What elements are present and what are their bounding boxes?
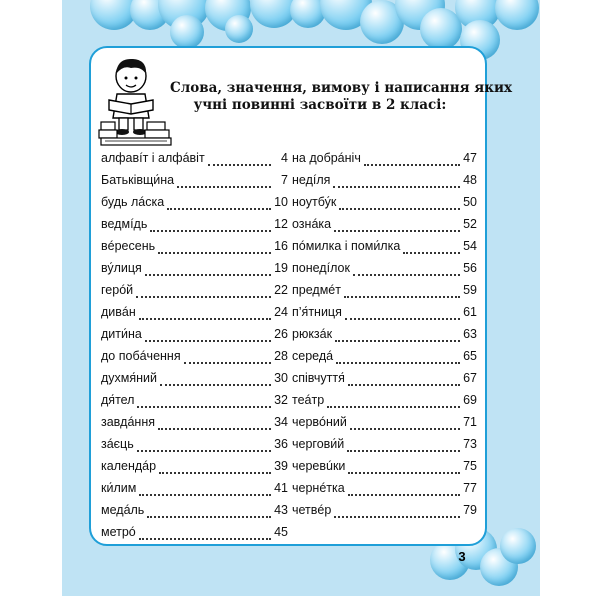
bubble-decoration bbox=[500, 528, 536, 564]
dot-leader bbox=[335, 340, 460, 342]
word-entry bbox=[292, 349, 477, 371]
word-text: герóй bbox=[101, 283, 134, 297]
dot-leader bbox=[336, 362, 460, 364]
word-entry bbox=[292, 217, 477, 239]
word-entry bbox=[101, 349, 288, 371]
dot-leader bbox=[348, 384, 460, 386]
word-text: метрó bbox=[101, 525, 136, 539]
page-ref: 77 bbox=[463, 481, 477, 495]
dot-leader bbox=[145, 340, 271, 342]
word-text: Батьківщи́на bbox=[101, 173, 175, 187]
page-ref: 10 bbox=[274, 195, 288, 209]
word-entry bbox=[101, 415, 288, 437]
page-ref: 7 bbox=[281, 173, 288, 187]
word-text: вéресень bbox=[101, 239, 156, 253]
dot-leader bbox=[333, 186, 460, 188]
dot-leader bbox=[348, 494, 460, 496]
dot-leader bbox=[403, 252, 460, 254]
page-ref: 36 bbox=[274, 437, 288, 451]
dot-leader bbox=[345, 318, 460, 320]
dot-leader bbox=[136, 296, 271, 298]
page-ref: 22 bbox=[274, 283, 288, 297]
dot-leader bbox=[177, 186, 271, 188]
dot-leader bbox=[160, 384, 271, 386]
dot-leader bbox=[137, 450, 271, 452]
page-ref: 34 bbox=[274, 415, 288, 429]
page-ref: 39 bbox=[274, 459, 288, 473]
word-entry bbox=[292, 305, 477, 327]
dot-leader bbox=[334, 230, 460, 232]
word-entry bbox=[101, 327, 288, 349]
word-text: на добрáніч bbox=[292, 151, 361, 165]
page-ref: 61 bbox=[463, 305, 477, 319]
word-text: будь лáска bbox=[101, 195, 165, 209]
word-entry bbox=[101, 305, 288, 327]
page-ref: 48 bbox=[463, 173, 477, 187]
dot-leader bbox=[350, 428, 460, 430]
word-entry bbox=[292, 261, 477, 283]
dot-leader bbox=[137, 406, 271, 408]
page-ref: 45 bbox=[274, 525, 288, 539]
word-text: чергови́й bbox=[292, 437, 345, 451]
word-text: до побáчення bbox=[101, 349, 181, 363]
dot-leader bbox=[158, 428, 271, 430]
page-ref: 69 bbox=[463, 393, 477, 407]
word-entry bbox=[292, 195, 477, 217]
page-ref: 28 bbox=[274, 349, 288, 363]
word-text: четвéр bbox=[292, 503, 332, 517]
dot-leader bbox=[150, 230, 271, 232]
word-entry bbox=[292, 239, 477, 261]
word-text: ноутбу́к bbox=[292, 195, 337, 209]
dot-leader bbox=[364, 164, 460, 166]
page-ref: 32 bbox=[274, 393, 288, 407]
word-text: ву́лиця bbox=[101, 261, 142, 275]
page-ref: 24 bbox=[274, 305, 288, 319]
word-text: рюкзáк bbox=[292, 327, 333, 341]
page-ref: 19 bbox=[274, 261, 288, 275]
word-text: недíля bbox=[292, 173, 331, 187]
word-entry bbox=[292, 481, 477, 503]
page-ref: 30 bbox=[274, 371, 288, 385]
page-ref: 12 bbox=[274, 217, 288, 231]
page-heading bbox=[170, 80, 513, 114]
word-text: дити́на bbox=[101, 327, 142, 341]
word-text: червóний bbox=[292, 415, 347, 429]
word-entry bbox=[101, 459, 288, 481]
word-entry bbox=[292, 459, 477, 481]
page-ref: 59 bbox=[463, 283, 477, 297]
page-ref: 71 bbox=[463, 415, 477, 429]
word-text: теáтр bbox=[292, 393, 325, 407]
dot-leader bbox=[344, 296, 460, 298]
word-text: понедíлок bbox=[292, 261, 350, 275]
word-entry bbox=[101, 261, 288, 283]
page-ref: 67 bbox=[463, 371, 477, 385]
word-text: чернéтка bbox=[292, 481, 345, 495]
page-ref: 63 bbox=[463, 327, 477, 341]
dot-leader bbox=[139, 318, 271, 320]
word-text: черевúки bbox=[292, 459, 346, 473]
dot-leader bbox=[147, 516, 271, 518]
page-ref: 73 bbox=[463, 437, 477, 451]
word-entry bbox=[292, 151, 477, 173]
dot-leader bbox=[347, 450, 460, 452]
heading-line-2: учні повинні засвоїти в 2 класі: bbox=[193, 97, 447, 113]
dot-leader bbox=[339, 208, 460, 210]
page-ref: 65 bbox=[463, 349, 477, 363]
word-entry bbox=[101, 481, 288, 503]
page-ref: 4 bbox=[281, 151, 288, 165]
word-text: завдáння bbox=[101, 415, 156, 429]
word-text: дивáн bbox=[101, 305, 136, 319]
dot-leader bbox=[208, 164, 271, 166]
word-entry bbox=[101, 525, 288, 547]
heading-line-1: Слова, значення, вимову і написання яких bbox=[170, 80, 513, 96]
word-entry bbox=[101, 393, 288, 415]
page-ref: 54 bbox=[463, 239, 477, 253]
word-entry bbox=[292, 415, 477, 437]
page-number: 3 bbox=[458, 549, 466, 564]
word-text: дя́тел bbox=[101, 393, 135, 407]
dot-leader bbox=[334, 516, 460, 518]
word-text: ведмíдь bbox=[101, 217, 148, 231]
word-entry bbox=[292, 173, 477, 195]
dot-leader bbox=[158, 252, 271, 254]
dot-leader bbox=[167, 208, 271, 210]
dot-leader bbox=[353, 274, 460, 276]
word-text: середá bbox=[292, 349, 334, 363]
page-ref: 50 bbox=[463, 195, 477, 209]
word-text: пóмилка і поми́лка bbox=[292, 239, 401, 253]
word-entry bbox=[101, 371, 288, 393]
page-ref: 52 bbox=[463, 217, 477, 231]
word-entry bbox=[292, 437, 477, 459]
bubble-decoration bbox=[170, 15, 204, 49]
word-entry bbox=[101, 503, 288, 525]
dot-leader bbox=[139, 538, 271, 540]
dot-leader bbox=[184, 362, 271, 364]
word-text: алфавíт і алфáвіт bbox=[101, 151, 205, 165]
word-list-right bbox=[292, 151, 477, 525]
page-ref: 79 bbox=[463, 503, 477, 517]
word-entry bbox=[101, 239, 288, 261]
word-entry bbox=[292, 503, 477, 525]
word-entry bbox=[101, 151, 288, 173]
page-ref: 43 bbox=[274, 503, 288, 517]
page-ref: 56 bbox=[463, 261, 477, 275]
word-text: духмя́ний bbox=[101, 371, 158, 385]
word-text: предмéт bbox=[292, 283, 341, 297]
dot-leader bbox=[159, 472, 271, 474]
word-text: зáєць bbox=[101, 437, 134, 451]
word-entry bbox=[292, 327, 477, 349]
page-ref: 75 bbox=[463, 459, 477, 473]
word-text: п’я́тниця bbox=[292, 305, 342, 319]
boy-reading-icon bbox=[97, 52, 177, 147]
word-entry bbox=[292, 371, 477, 393]
word-entry bbox=[292, 393, 477, 415]
word-entry bbox=[101, 173, 288, 195]
page-ref: 26 bbox=[274, 327, 288, 341]
word-entry bbox=[101, 283, 288, 305]
word-entry bbox=[292, 283, 477, 305]
dot-leader bbox=[348, 472, 460, 474]
word-text: календáр bbox=[101, 459, 157, 473]
word-list-left bbox=[101, 151, 288, 547]
word-text: медáль bbox=[101, 503, 145, 517]
page-ref: 16 bbox=[274, 239, 288, 253]
word-text: ки́лим bbox=[101, 481, 137, 495]
dot-leader bbox=[139, 494, 271, 496]
dot-leader bbox=[327, 406, 460, 408]
word-entry bbox=[101, 437, 288, 459]
word-text: ознáка bbox=[292, 217, 332, 231]
bubble-decoration bbox=[225, 15, 253, 43]
word-entry bbox=[101, 217, 288, 239]
dot-leader bbox=[145, 274, 271, 276]
word-text: співчуття́ bbox=[292, 371, 345, 385]
page-ref: 47 bbox=[463, 151, 477, 165]
page-ref: 41 bbox=[274, 481, 288, 495]
word-entry bbox=[101, 195, 288, 217]
